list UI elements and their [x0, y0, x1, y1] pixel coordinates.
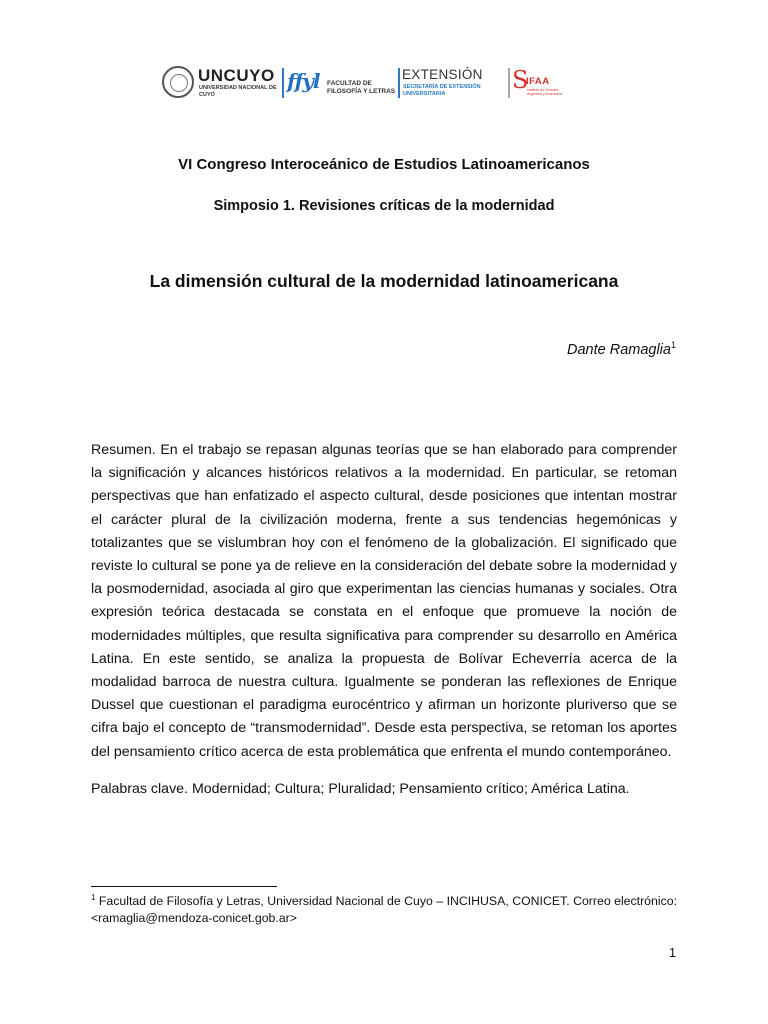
ifaa-logo-name: IFAA	[526, 76, 550, 87]
ifaa-logo	[512, 68, 572, 100]
symposium-heading: Simposio 1. Revisiones críticas de la modernidad	[213, 198, 555, 214]
congress-heading: VI Congreso Interoceánico de Estudios Latinoamericanos	[178, 156, 590, 173]
footnote	[91, 893, 677, 926]
author-line	[567, 342, 676, 358]
logo-divider	[508, 68, 510, 98]
extension-logo-name: EXTENSIÓN	[402, 67, 483, 82]
footnote-separator	[91, 886, 277, 887]
paper-title: La dimensión cultural de la modernidad latinoamericana	[149, 271, 619, 291]
university-seal-icon	[162, 66, 194, 98]
author-name: Dante Ramaglia	[567, 342, 671, 358]
ifaa-logo-subtitle: Instituto de Filosofía Argentina y Americana	[527, 88, 563, 96]
keywords-paragraph: Palabras clave. Modernidad; Cultura; Pluralidad; Pensamiento crítico; América Latina.	[91, 781, 630, 797]
uncuyo-logo	[162, 66, 282, 102]
ffyl-logo	[287, 66, 397, 102]
uncuyo-logo-subtitle: UNIVERSIDAD NACIONAL DE CUYO	[199, 85, 277, 98]
extension-logo	[402, 66, 507, 102]
ffyl-logo-text: FACULTAD DE FILOSOFÍA Y LETRAS	[327, 80, 396, 95]
extension-logo-subtitle: SECRETARÍA DE EXTENSIÓN UNIVERSITARIA	[403, 84, 481, 97]
logo-divider	[398, 68, 400, 98]
ifaa-s-icon: S	[512, 66, 529, 94]
footnote-mark: 1	[91, 892, 96, 902]
uncuyo-logo-name: UNCUYO	[198, 66, 275, 85]
author-footnote-mark: 1	[670, 340, 676, 351]
header-logos	[162, 64, 572, 104]
abstract-paragraph: Resumen. En el trabajo se repasan algunas teorías que se han elaborado para comprender la significación y alcances históricos relativos a la modernidad. En particular, se retoman perspectivas que han enfatizado el aspecto cultural, desde posiciones que intentan mostrar el carácter plural de la civilización moderna, frente a sus tendencias hegemónicas y totalizantes que se vislumbran hoy con el fenómeno de la globalización. El significado que reviste lo cultural se pone ya de relieve en la consideración del debate sobre la modernidad y la posmodernidad, asociada al giro que experimentan las ciencias humanas y sociales. Otra expresión teórica destacada se constata en el enfoque que promueve la noción de modernidades múltiples, que resulta significativa para comprender su desarrollo en América Latina. En este sentido, se analiza la propuesta de Bolívar Echeverría acerca de la modalidad barroca de nuestra cultura. Igualmente se ponderan las reflexiones de Enrique Dussel que cuestionan el paradigma eurocéntrico y afirman un horizonte pluriverso que se cifra bajo el concepto de “transmodernidad”. Desde esta perspectiva, se retoman los aportes del pensamiento crítico acerca de esta problemática que enfrenta el mundo contemporáneo.	[91, 442, 677, 760]
logo-divider	[282, 68, 284, 98]
footnote-text: Facultad de Filosofía y Letras, Universidad Nacional de Cuyo – INCIHUSA, CONICET. Correo electrónico: <ramaglia@mendoza-conicet.gob.ar>	[91, 894, 677, 925]
ffyl-logo-mark: ffyl	[287, 69, 320, 93]
page-number: 1	[669, 946, 676, 960]
